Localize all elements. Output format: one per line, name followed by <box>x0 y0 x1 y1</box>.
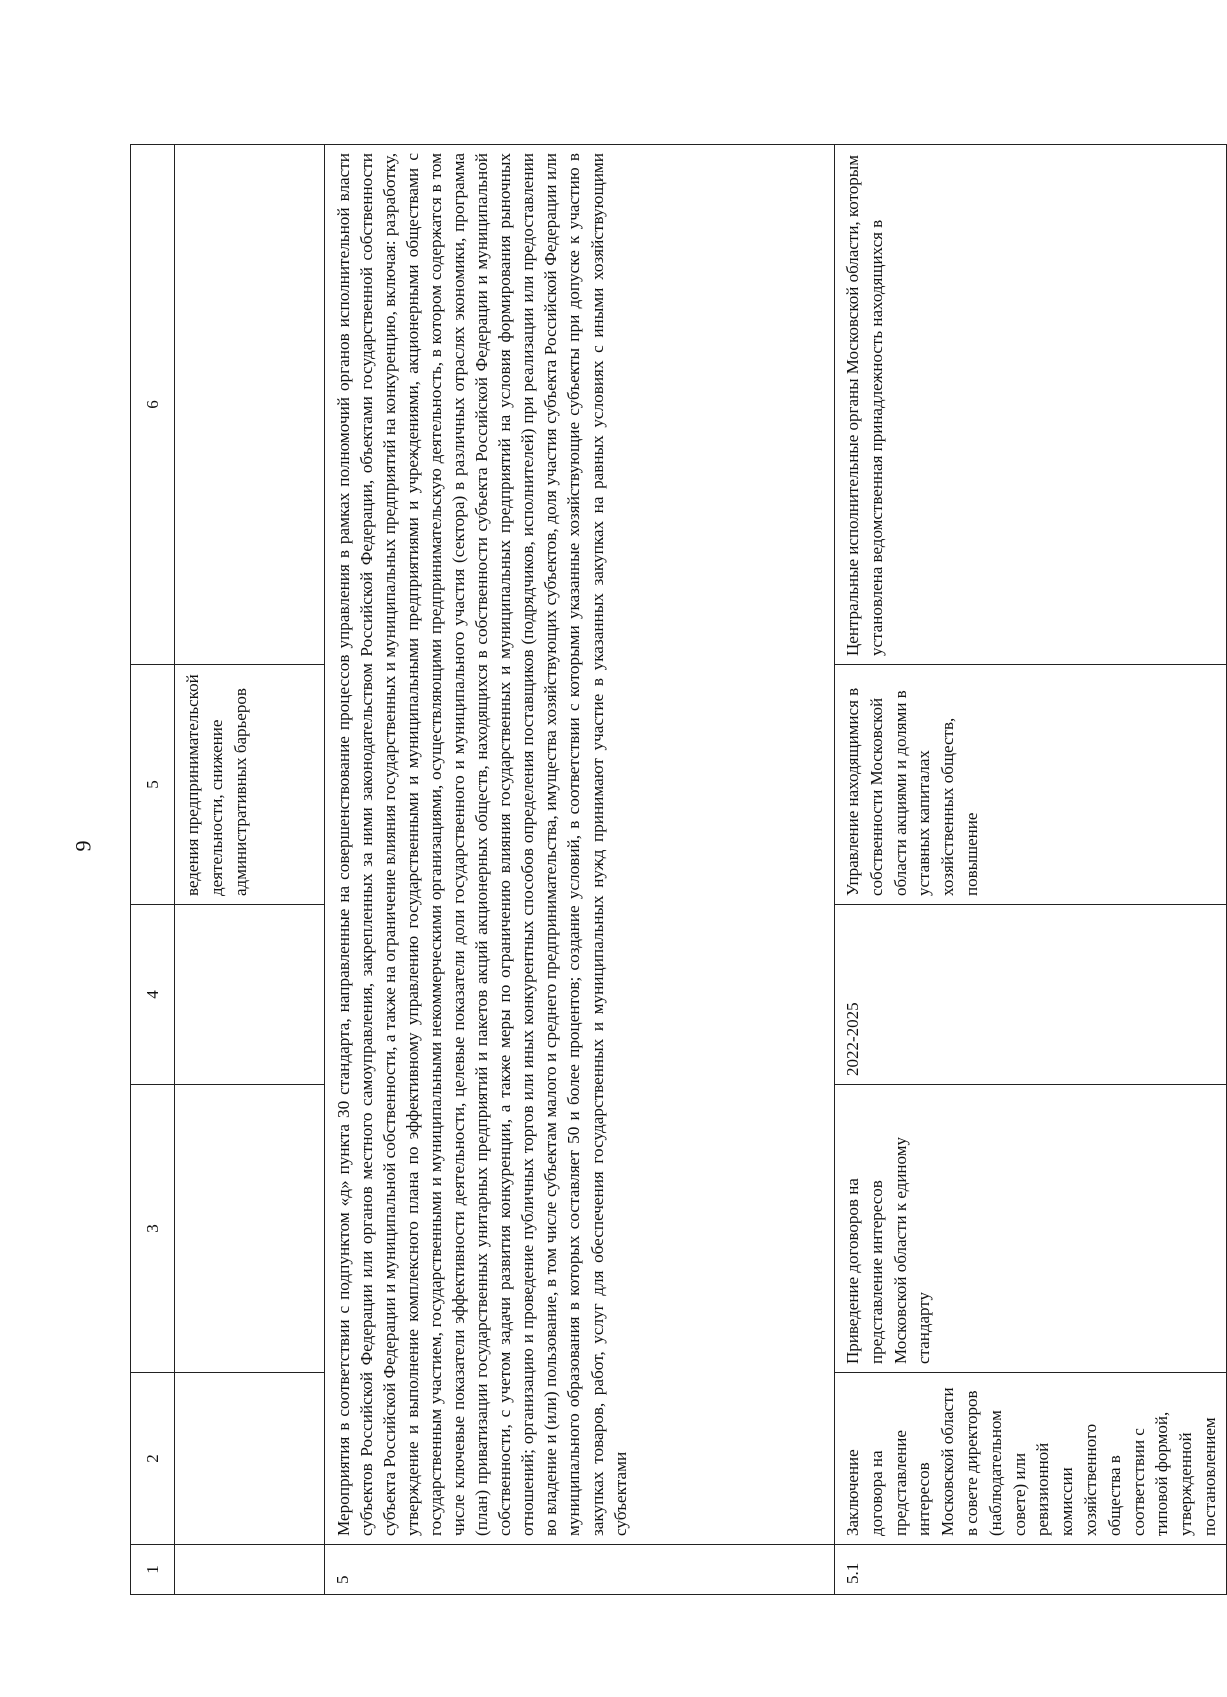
section-description <box>325 145 835 1545</box>
item-row <box>835 145 1227 1595</box>
item-number: 5.1 <box>835 1545 1227 1595</box>
continuation-cell-6 <box>175 145 325 665</box>
item-result <box>835 1085 1227 1373</box>
item-action-text: Заключение договора на представление интересов Московской области в совете директоров (наблюдательном совете) или ревизионной комиссии хозяйственного общества в соответствии с типовой формой, утвержденной постановлением <box>843 1387 1219 1536</box>
continuation-row <box>175 145 325 1595</box>
column-header-4: 4 <box>131 905 175 1085</box>
continuation-cell-1 <box>175 1545 325 1595</box>
column-header-1: 1 <box>131 1545 175 1595</box>
section-row <box>325 145 835 1595</box>
item-period-text: 2022-2025 <box>843 1002 862 1076</box>
column-header-5: 5 <box>131 665 175 905</box>
item-executors-text: Центральные исполнительные органы Московской области, которым установлена ведомственная принадлежность находящихся в <box>843 155 886 656</box>
section-number: 5 <box>325 1545 835 1595</box>
column-header-3: 3 <box>131 1085 175 1373</box>
continuation-cell-4 <box>175 905 325 1085</box>
item-indicator <box>835 665 1227 905</box>
column-header-2: 2 <box>131 1373 175 1545</box>
item-period <box>835 905 1227 1085</box>
item-executors <box>835 145 1227 665</box>
activities-table <box>130 144 1227 1595</box>
item-result-text: Приведение договоров на представление интересов Московской области к единому стандарту <box>843 1137 934 1364</box>
page-number: 9 <box>70 840 96 852</box>
continuation-cell-2 <box>175 1373 325 1545</box>
section-text: Мероприятия в соответствии с подпунктом «д» пункта 30 стандарта, направленные на совершенствование процессов управления в рамках полномочий органов исполнительной власти субъектов Российской Федерации или органов местного самоуправления, закрепленных за ними законодательством Российской Федерации, объектами государственной собственности субъекта Российской Федерации и муниципальной собственности, а также на ограничение влияния государственных и муниципальных предприятий на конкуренцию, включая: разработку, утверждение и выполнение комплексного плана по эффективному управлению государственными и муниципальными предприятиями и учреждениями, акционерными обществами с государственным участием, государственными и муниципальными некоммерческими организациями, осуществляющими предпринимательскую деятельность, в котором содержатся в том числе ключевые показатели эффективности деятельности, целевые показатели доли государственного и муниципального участия (сектора) в различных отраслях экономики, программа (план) приватизации государственных унитарных предприятий и пакетов акций акционерных обществ, находящихся в собственности субъекта Российской Федерации и муниципальной собственности, с учетом задачи развития конкуренции, а также меры по ограничению влияния государственных и муниципальных предприятий на условия формирования рыночных отношений; организацию и проведение публичных торгов или иных конкурентных способов определения поставщиков (подрядчиков, исполнителей) при реализации или предоставлении во владение и (или) пользование, в том числе субъектам малого и среднего предпринимательства, имущества хозяйствующих субъектов, доля участия субъекта Российской Федерации или муниципального образования в которых составляет 50 и более процентов; создание условий, в соответствии с которыми указанные хозяйствующие субъекты при допуске к участию в закупках товаров, работ, услуг для обеспечения государственных и муниципальных нужд принимают участие в указанных закупках на равных условиях с иными хозяйствующими субъектами <box>334 153 630 1536</box>
header-row <box>131 145 175 1595</box>
item-indicator-text: Управление находящимися в собственности Московской области акциями и долями в уставных капиталах хозяйственных обществ, повышение <box>843 687 981 896</box>
rotated-table-page <box>130 145 1219 1595</box>
continuation-cell-5 <box>175 665 325 905</box>
continuation-cell-3 <box>175 1085 325 1373</box>
column-header-6: 6 <box>131 145 175 665</box>
continuation-text: ведения предпринимательской деятельности, снижение административных барьеров <box>183 674 250 896</box>
item-action <box>835 1373 1227 1545</box>
